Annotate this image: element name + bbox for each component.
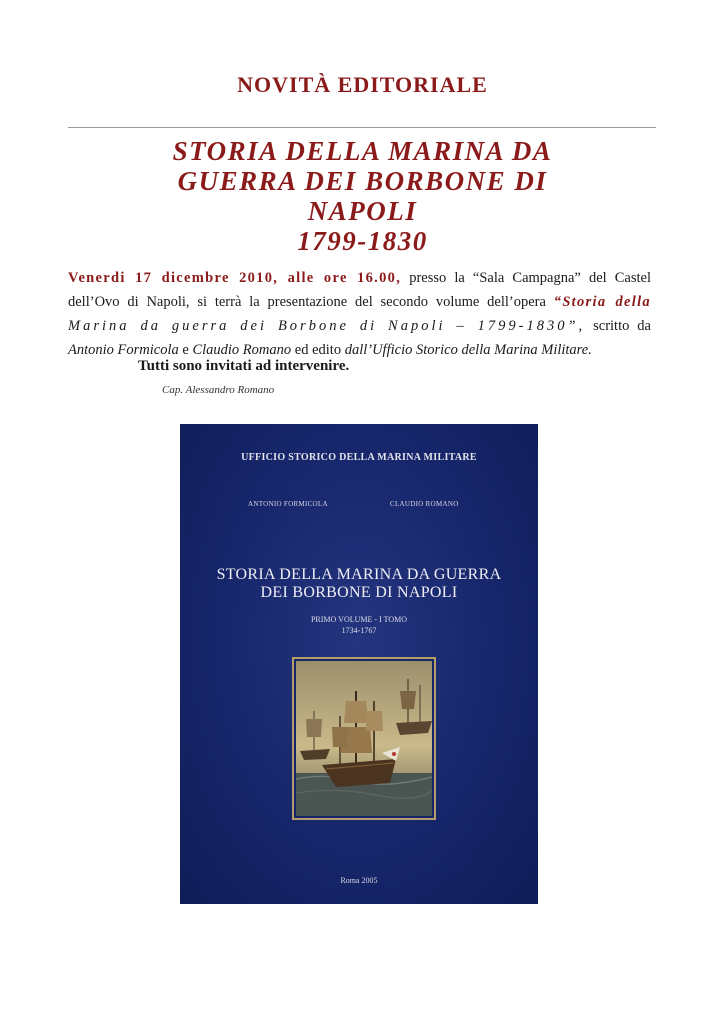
- cover-subtitle: [180, 614, 538, 636]
- book-cover: [180, 424, 538, 904]
- cover-publisher: UFFICIO STORICO DELLA MARINA MILITARE: [241, 452, 477, 463]
- body-text: e: [178, 342, 193, 358]
- title-line: NAPOLI: [307, 196, 418, 226]
- body-text: presso la “Sala Campagna” del Castel dell’Ovo di Napoli, si terrà la presentazione del secondo volume dell’opera: [68, 270, 651, 310]
- divider: [68, 127, 656, 128]
- author-name: Claudio Romano: [192, 342, 292, 358]
- document-title: [0, 136, 725, 256]
- work-title: “Storia della: [553, 294, 651, 310]
- page-header: NOVITÀ EDITORIALE: [237, 72, 488, 97]
- title-line: GUERRA DEI BORBONE DI: [177, 166, 548, 196]
- author-name: Antonio Formicola: [68, 342, 179, 358]
- invitation-line: Tutti sono invitati ad intervenire.: [138, 358, 350, 374]
- cover-title-line: DEI BORBONE DI NAPOLI: [260, 584, 458, 601]
- cover-title-line: STORIA DELLA MARINA DA GUERRA: [216, 566, 502, 583]
- ship-painting: [292, 657, 436, 820]
- announcement-paragraph: [68, 266, 651, 362]
- publisher-name: dall’Ufficio Storico della Marina Militare.: [344, 342, 592, 358]
- title-line: STORIA DELLA MARINA DA: [172, 136, 553, 166]
- title-years: 1799-1830: [297, 226, 428, 256]
- cover-years: 1734-1767: [341, 626, 377, 635]
- cover-author: ANTONIO FORMICOLA: [248, 500, 328, 508]
- cover-title: [180, 566, 538, 602]
- signature: Cap. Alessandro Romano: [162, 384, 275, 396]
- body-text: ed edito: [291, 342, 345, 358]
- body-text: scritto da: [585, 318, 651, 334]
- cover-author: CLAUDIO ROMANO: [390, 500, 459, 508]
- cover-volume: PRIMO VOLUME - I TOMO: [310, 615, 407, 624]
- work-title-continued: Marina da guerra dei Borbone di Napoli – 1799-1830”,: [68, 318, 586, 334]
- sailing-ship-illustration: [296, 661, 432, 816]
- cover-footer: Roma 2005: [340, 876, 378, 885]
- event-date: Venerdi 17 dicembre 2010, alle ore 16.00,: [68, 270, 402, 286]
